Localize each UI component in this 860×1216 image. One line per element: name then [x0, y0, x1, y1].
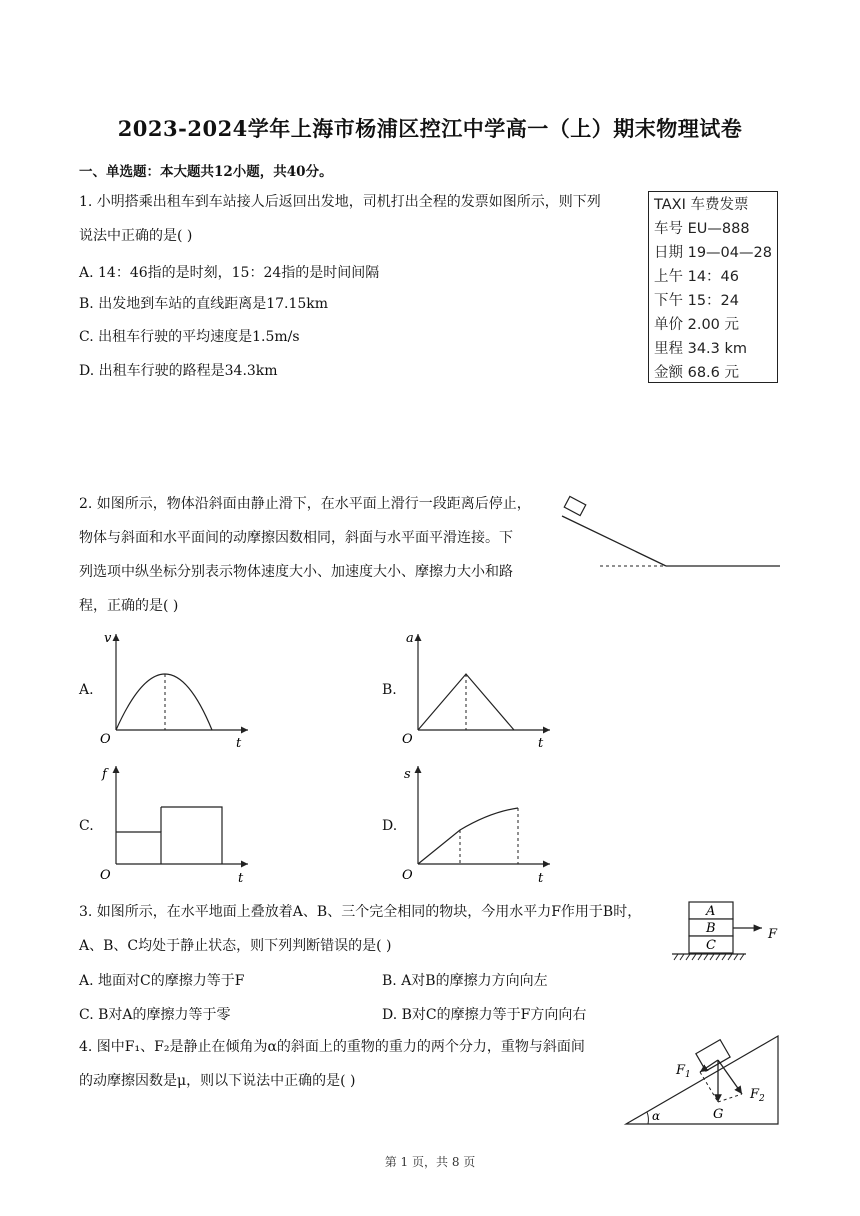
- block-c-label: C: [706, 938, 716, 953]
- incline-figure: [560, 494, 785, 574]
- receipt-row: TAXI 车费发票: [654, 197, 749, 213]
- angle-arc: [647, 1112, 648, 1124]
- q2-stem-line2: 物体与斜面和水平面间的动摩擦因数相同，斜面与水平面平滑连接。下: [79, 530, 513, 546]
- incline-surface: [562, 516, 666, 566]
- alpha-label: α: [652, 1109, 661, 1123]
- q3-option-a: A. 地面对C的摩擦力等于F: [79, 973, 245, 989]
- q1-option-b: B. 出发地到车站的直线距离是17.15km: [79, 296, 329, 312]
- q1-option-d: D. 出租车行驶的路程是34.3km: [79, 363, 278, 379]
- x-axis-label: t: [538, 736, 544, 751]
- f1-label: $F_1$: [676, 1063, 691, 1080]
- q3-option-d: D. B对C的摩擦力等于F方向向右: [382, 1007, 587, 1023]
- q1-stem-line1: 1. 小明搭乘出租车到车站接人后返回出发地，司机打出全程的发票如图所示，则下列: [79, 194, 601, 210]
- incline-force-figure: [622, 1030, 782, 1126]
- f2-arrow: [718, 1060, 742, 1094]
- block-b-label: B: [706, 921, 716, 936]
- page-title: 2023-2024学年上海市杨浦区控江中学高一（上）期末物理试卷: [117, 116, 743, 141]
- origin-label: O: [100, 732, 111, 747]
- y-axis-label: a: [406, 631, 414, 646]
- graph-b: [400, 628, 560, 752]
- receipt-row: 车号 EU—888: [654, 221, 750, 237]
- q3-option-b: B. A对B的摩擦力方向向左: [382, 973, 548, 989]
- x-axis-label: t: [238, 871, 244, 886]
- q1-option-c: C. 出租车行驶的平均速度是1.5m/s: [79, 329, 300, 345]
- q2-option-a: A.: [79, 682, 94, 698]
- y-axis-label: f: [102, 767, 107, 782]
- q3-stem-line2: A、B、C均处于静止状态，则下列判断错误的是( ): [79, 938, 392, 954]
- origin-label: O: [402, 732, 413, 747]
- x-axis-label: t: [538, 871, 544, 886]
- receipt-row: 里程 34.3 km: [654, 341, 748, 357]
- receipt-row: 下午 15：24: [654, 293, 740, 309]
- block-a-label: A: [706, 904, 716, 919]
- taxi-receipt: [648, 191, 778, 383]
- y-axis-label: v: [104, 631, 112, 646]
- q3-option-c: C. B对A的摩擦力等于零: [79, 1007, 231, 1023]
- origin-label: O: [100, 868, 111, 883]
- q2-option-c: C.: [79, 818, 94, 834]
- stacked-blocks-figure: [668, 898, 788, 970]
- page-footer: 第 1 页，共 8 页: [384, 1155, 476, 1169]
- q1-option-a: A. 14：46指的是时刻，15：24指的是时间间隔: [79, 265, 380, 281]
- velocity-curve: [116, 674, 212, 730]
- sliding-block: [564, 496, 586, 515]
- q2-option-d: D.: [382, 818, 398, 834]
- graph-d: [400, 760, 560, 886]
- section-heading: 一、单选题：本大题共12小题，共40分。: [79, 164, 333, 180]
- y-axis-label: s: [404, 767, 411, 782]
- g-label: G: [713, 1107, 724, 1122]
- origin-label: O: [402, 868, 413, 883]
- incline-triangle: [626, 1036, 778, 1124]
- dashed-guide: [718, 1094, 742, 1102]
- q3-stem-line1: 3. 如图所示，在水平地面上叠放着A、B、三个完全相同的物块，今用水平力F作用于B时，: [79, 904, 642, 920]
- q2-stem-line3: 列选项中纵坐标分别表示物体速度大小、加速度大小、摩擦力大小和路: [79, 564, 513, 580]
- receipt-row: 金额 68.6 元: [654, 365, 740, 381]
- ground-hatch: [674, 954, 744, 960]
- q2-stem-line1: 2. 如图所示，物体沿斜面由静止滑下，在水平面上滑行一段距离后停止，: [79, 496, 531, 512]
- graph-c: [98, 760, 258, 886]
- receipt-row: 单价 2.00 元: [654, 317, 740, 333]
- f2-label: $F_2$: [750, 1087, 765, 1104]
- q4-stem-line1: 4. 图中F₁、F₂是静止在倾角为α的斜面上的重物的重力的两个分力，重物与斜面间: [79, 1039, 585, 1055]
- friction-step-2: [161, 807, 222, 864]
- receipt-row: 上午 14：46: [654, 269, 740, 285]
- receipt-row: 日期 19—04—28: [654, 245, 772, 261]
- q1-stem-line2: 说法中正确的是( ): [79, 228, 193, 244]
- graph-a: [98, 628, 258, 752]
- q4-stem-line2: 的动摩擦因数是μ，则以下说法中正确的是( ): [79, 1073, 356, 1089]
- q2-option-b: B.: [382, 682, 397, 698]
- q2-stem-line4: 程，正确的是( ): [79, 598, 179, 614]
- friction-step-1: [116, 832, 161, 864]
- force-label: F: [768, 927, 778, 942]
- x-axis-label: t: [236, 736, 242, 751]
- distance-curve: [418, 808, 518, 864]
